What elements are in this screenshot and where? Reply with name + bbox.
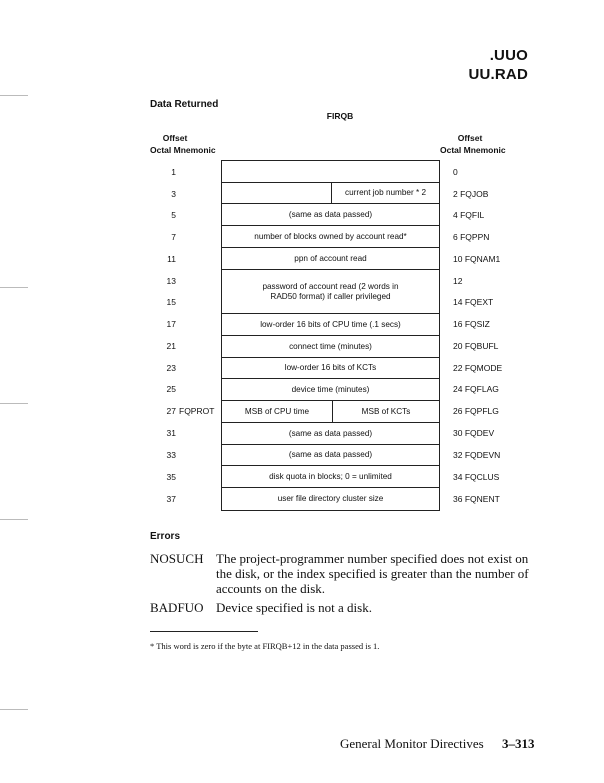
scan-mark <box>0 709 28 710</box>
scan-mark <box>0 403 28 404</box>
cell-text: ppn of account read <box>294 253 367 263</box>
error-desc-badfuo: Device specified is not a disk. <box>216 600 372 615</box>
firqb-word-4 <box>221 203 440 226</box>
cell-text: number of blocks owned by account read* <box>254 231 407 241</box>
right-offset-4: 4 FQFIL <box>453 210 485 220</box>
error-desc-nosuch: The project-programmer number specified does not exist on the disk, or the index specified is greater than the number of accounts on the disk. <box>216 551 529 596</box>
scan-mark <box>0 287 28 288</box>
left-offset-header: Offset <box>162 133 188 143</box>
scan-mark <box>0 519 28 520</box>
cell-text: low-order 16 bits of KCTs <box>284 363 377 372</box>
firqb-word-16 <box>221 313 440 336</box>
cell-text: (same as data passed) <box>288 450 373 459</box>
left-offset: 13 <box>166 276 176 286</box>
left-offset: 37 <box>166 494 176 504</box>
firqb-word-30 <box>221 422 440 445</box>
cell-text: disk quota in blocks; 0 = unlimited <box>269 471 392 481</box>
password-cell: password of account read (2 words in RAD50 format) if caller privileged <box>262 281 399 301</box>
footer-title: General Monitor Directives <box>340 736 484 751</box>
left-offset: 7 <box>171 232 176 242</box>
right-offset-24: 24 FQFLAG <box>453 384 499 394</box>
footnote-rule <box>150 631 258 632</box>
left-mnemonic-header: Octal Mnemonic <box>150 145 216 155</box>
left-mnemonic: FQPROT <box>179 406 215 416</box>
right-offset-2: 2 FQJOB <box>453 189 489 199</box>
current-job-number-cell: current job number * 2 <box>344 188 426 197</box>
left-offset: 25 <box>166 384 176 394</box>
left-offset: 15 <box>166 297 176 307</box>
msb-kct-cell: MSB of KCTs <box>361 406 411 416</box>
error-code-nosuch: NOSUCH <box>150 551 204 566</box>
firqb-word-10 <box>221 247 440 270</box>
firqb-word-6 <box>221 225 440 248</box>
right-offset-34: 34 FQCLUS <box>453 472 500 482</box>
cell-text: (same as data passed) <box>288 209 373 219</box>
firqb-word-12-14 <box>221 269 440 314</box>
right-offset-12: 12 <box>453 276 463 286</box>
firqb-word-20 <box>221 335 440 358</box>
left-offset: 35 <box>166 472 176 482</box>
right-offset-14: 14 FQEXT <box>453 297 494 307</box>
cell-text: (same as data passed) <box>288 428 373 438</box>
right-offset-20: 20 FQBUFL <box>453 341 499 351</box>
right-offset-6: 6 FQPPN <box>453 232 490 242</box>
right-offset-32: 32 FQDEVN <box>453 450 501 460</box>
firqb-word-22 <box>221 357 440 379</box>
left-offset: 27 <box>166 406 176 416</box>
cell-text: user file directory cluster size <box>277 494 384 503</box>
right-offset-16: 16 FQSIZ <box>453 319 490 329</box>
firqb-word-26 <box>221 400 440 423</box>
right-offset-26: 26 FQPFLG <box>453 406 499 416</box>
right-offset-0: 0 <box>453 167 458 177</box>
firqb-word-24 <box>221 378 440 401</box>
left-offset: 21 <box>166 341 176 351</box>
msb-cpu-cell: MSB of CPU time <box>244 406 310 416</box>
firqb-word-32 <box>221 444 440 466</box>
right-offset-22: 22 FQMODE <box>453 363 503 373</box>
left-offset: 3 <box>171 189 176 199</box>
right-offset-36: 36 FQNENT <box>453 494 500 504</box>
cell-text: connect time (minutes) <box>289 341 372 351</box>
left-offset: 1 <box>171 167 176 177</box>
firqb-word-36 <box>221 487 440 511</box>
right-mnemonic-header: Octal Mnemonic <box>440 145 506 155</box>
firqb-word-34 <box>221 465 440 488</box>
scan-mark <box>0 95 28 96</box>
cell-text: device time (minutes) <box>291 384 370 394</box>
right-offset-30: 30 FQDEV <box>453 428 495 438</box>
errors-title: Errors <box>150 531 181 542</box>
error-code-badfuo: BADFUO <box>150 600 204 615</box>
left-offset: 31 <box>166 428 176 438</box>
left-offset: 11 <box>167 254 176 264</box>
section-title: Data Returned <box>150 99 219 110</box>
header-directive-name: UU.RAD <box>468 66 528 83</box>
page-number: 3–313 <box>502 736 535 751</box>
left-offset: 23 <box>166 363 176 373</box>
footnote: * This word is zero if the byte at FIRQB+12 in the data passed is 1. <box>150 641 380 651</box>
header-directive: .UUO <box>489 47 528 64</box>
figure-title: FIRQB <box>326 111 354 121</box>
right-offset-10: 10 FQNAM1 <box>453 254 501 264</box>
left-offset: 5 <box>171 210 176 220</box>
left-offset: 17 <box>166 319 176 329</box>
cell-text: low-order 16 bits of CPU time (.1 secs) <box>260 319 401 329</box>
right-offset-header: Offset <box>457 133 483 143</box>
firqb-word-2 <box>221 182 440 204</box>
left-offset: 33 <box>166 450 176 460</box>
firqb-word-0 <box>221 160 440 183</box>
